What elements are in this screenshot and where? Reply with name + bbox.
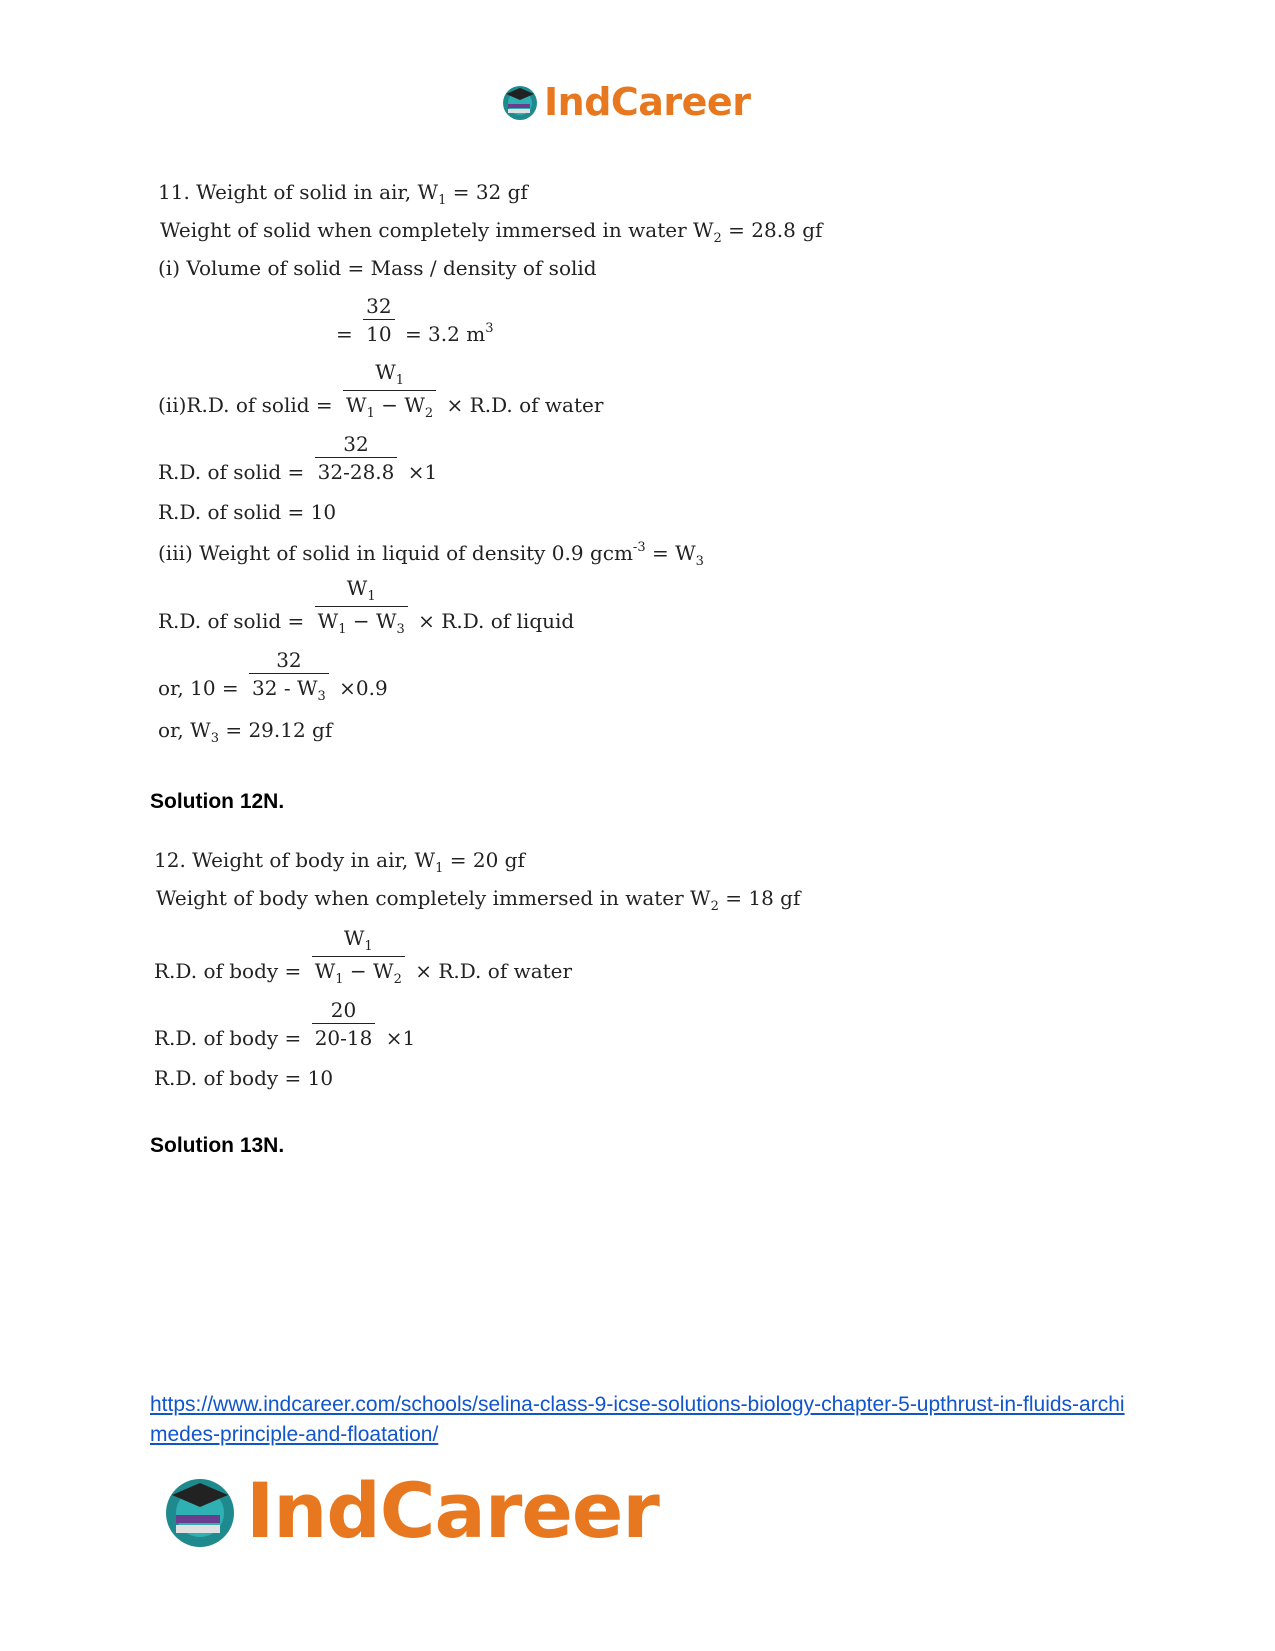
sol11-line-11: or, $W_3 = 29.12$ gf: [158, 718, 333, 746]
sol12-line-5: R.D. of body = 10: [154, 1066, 334, 1090]
header-logo: [500, 80, 750, 124]
sol11-line-5: (ii)R.D. of solid = $\frac{W_1}{W_1 - W_2}$ × R.D. of water: [158, 360, 604, 421]
sol11-line-9: R.D. of solid = $\frac{W_1}{W_1 - W_3}$ × R.D. of liquid: [158, 576, 575, 637]
sol11-line-4: = $\frac{32}{10}$ = 3.2 $m^3$: [336, 294, 494, 346]
fraction: $\frac{32}{32 - W_3}$: [249, 650, 329, 703]
fraction: $\frac{32}{10}$: [363, 296, 394, 344]
fraction: $\frac{W_1}{W_1 - W_3}$: [315, 578, 408, 636]
sol11-line-10: or, 10 = $\frac{32}{32 - W_3}$ ×0.9: [158, 648, 388, 704]
footer-logo: [160, 1466, 659, 1555]
fraction: $\frac{20}{20-18}$: [312, 1000, 376, 1048]
sol11-line-7: R.D. of solid = 10: [158, 500, 337, 524]
source-link[interactable]: https://www.indcareer.com/schools/selina-class-9-icse-solutions-biology-chapter-5-upthrust-in-fluids-archimedes-principle-and-floatation/: [150, 1393, 1125, 1446]
fraction: $\frac{W_1}{W_1 - W_2}$: [343, 362, 436, 420]
sol11-line-1: 11. Weight of solid in air, $W_1 = 32$ gf: [158, 180, 528, 208]
fraction: $\frac{32}{32-28.8}$: [315, 434, 398, 482]
solution-12-heading: Solution 12N.: [150, 790, 285, 813]
logo-text: IndCareer: [246, 1466, 659, 1555]
sol12-line-4: R.D. of body = $\frac{20}{20-18}$ ×1: [154, 998, 416, 1050]
sol11-line-3: (i) Volume of solid = Mass / density of solid: [158, 256, 597, 280]
graduation-cap-globe-icon: [500, 82, 540, 122]
sol11-line-8: (iii) Weight of solid in liquid of density 0.9 $gcm^{-3} = W_3$: [158, 540, 704, 569]
sol12-line-3: R.D. of body = $\frac{W_1}{W_1 - W_2}$ × R.D. of water: [154, 926, 573, 987]
sol11-line-2: Weight of solid when completely immersed in water $W_2 = 28.8$ gf: [160, 218, 823, 246]
solution-13-heading: Solution 13N.: [150, 1134, 285, 1157]
logo-text: IndCareer: [544, 80, 751, 124]
sol12-line-2: Weight of body when completely immersed in water $W_2 = 18$ gf: [156, 886, 801, 914]
sol11-line-6: R.D. of solid = $\frac{32}{32-28.8}$ ×1: [158, 432, 438, 484]
graduation-cap-globe-icon: [160, 1471, 240, 1551]
sol12-line-1: 12. Weight of body in air, $W_1 = 20$ gf: [154, 848, 525, 876]
fraction: $\frac{W_1}{W_1 - W_2}$: [312, 928, 405, 986]
